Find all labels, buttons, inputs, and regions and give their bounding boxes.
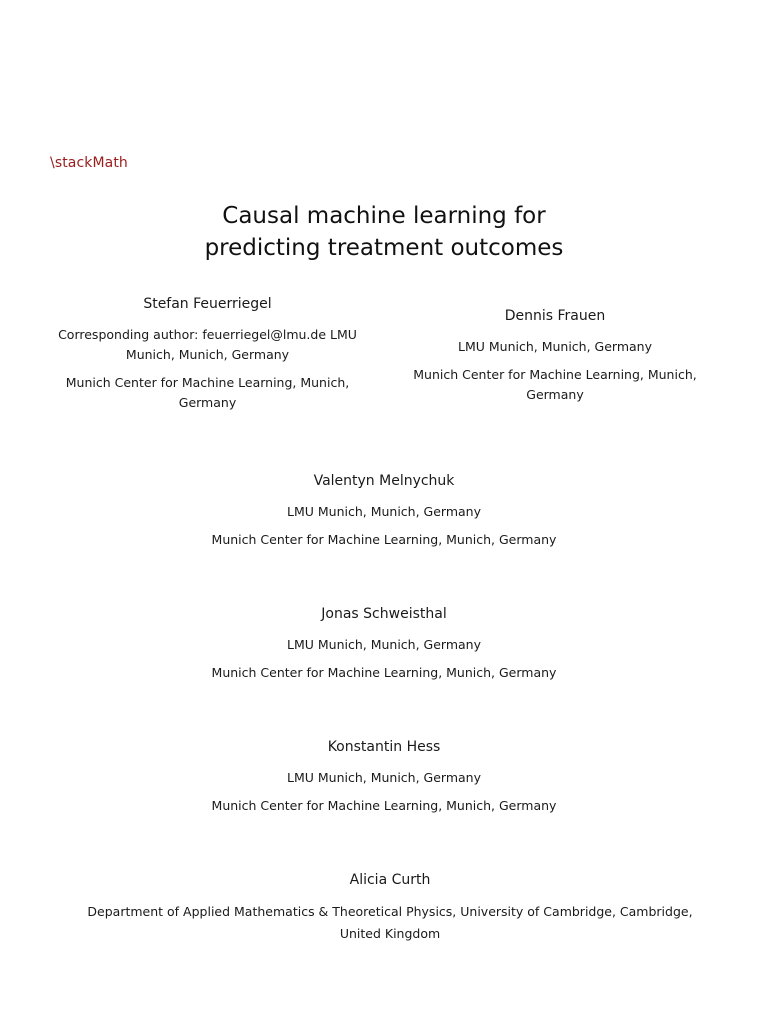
author-affiliation: Department of Applied Mathematics & Theoretical Physics, University of Cambridge, Cambridge, United Kingdom <box>87 904 693 941</box>
author-affiliation: Munich Center for Machine Learning, Munich, Germany <box>211 665 557 680</box>
author-affiliation: Corresponding author: feuerriegel@lmu.de LMU Munich, Munich, Germany <box>58 327 357 362</box>
author-affiliation: LMU Munich, Munich, Germany <box>286 770 481 785</box>
author-block-feuerriegel <box>50 295 365 413</box>
author-affiliation: Munich Center for Machine Learning, Munich, Germany <box>65 375 350 410</box>
paper-title-line-2: predicting treatment outcomes <box>204 235 564 261</box>
author-block-frauen <box>400 307 710 405</box>
author-affiliation: Munich Center for Machine Learning, Munich, Germany <box>211 532 557 547</box>
author-name: Konstantin Hess <box>327 739 441 755</box>
author-affiliation: Munich Center for Machine Learning, Munich, Germany <box>211 798 557 813</box>
paper-title-line-1: Causal machine learning for <box>222 203 546 229</box>
author-name: Valentyn Melnychuk <box>313 473 455 489</box>
author-affiliation: Munich Center for Machine Learning, Munich, Germany <box>413 367 697 402</box>
author-affiliation: LMU Munich, Munich, Germany <box>286 504 481 519</box>
author-name: Jonas Schweisthal <box>321 606 447 622</box>
author-block-hess <box>0 738 768 816</box>
author-block-melnychuk <box>0 472 768 550</box>
author-affiliation: LMU Munich, Munich, Germany <box>457 339 652 354</box>
author-name: Stefan Feuerriegel <box>143 296 272 312</box>
author-affiliation: LMU Munich, Munich, Germany <box>286 637 481 652</box>
author-name: Dennis Frauen <box>504 308 606 324</box>
latex-macro-text: \stackMath <box>50 155 128 171</box>
author-block-schweisthal <box>0 605 768 683</box>
paper-title <box>0 200 768 264</box>
author-name: Alicia Curth <box>349 872 431 888</box>
author-block-curth <box>80 871 700 945</box>
